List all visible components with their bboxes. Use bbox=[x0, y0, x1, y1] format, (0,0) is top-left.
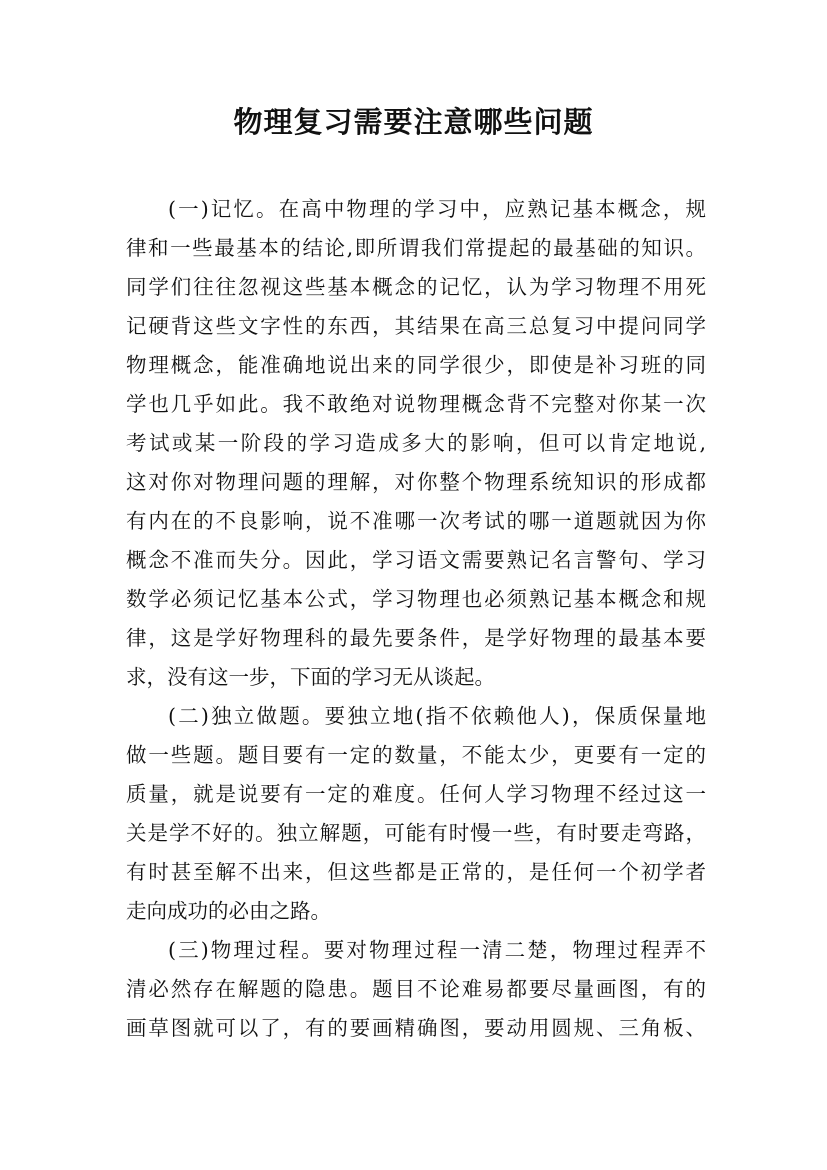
paragraph-line: 律，这是学好物理科的最先要条件，是学好物理的最基本要 bbox=[126, 626, 706, 650]
paragraph-independent-practice bbox=[126, 697, 706, 931]
paragraph-memory bbox=[126, 190, 706, 697]
paragraph-line: (二)独立做题。要独立地(指不依赖他人)，保质保量地 bbox=[168, 704, 706, 728]
paragraph-line: 做一些题。题目要有一定的数量，不能太少，更要有一定的 bbox=[126, 743, 706, 767]
paragraph-line: 走向成功的必由之路。 bbox=[126, 899, 331, 923]
paragraph-line: 同学们往往忽视这些基本概念的记忆，认为学习物理不用死 bbox=[126, 275, 706, 299]
paragraph-line: 律和一些最基本的结论,即所谓我们常提起的最基础的知识。 bbox=[126, 236, 706, 260]
paragraph-physical-process bbox=[126, 931, 706, 1048]
paragraph-line: 数学必须记忆基本公式，学习物理也必须熟记基本概念和规 bbox=[126, 587, 706, 611]
paragraph-line: 学也几乎如此。我不敢绝对说物理概念背不完整对你某一次 bbox=[126, 392, 706, 416]
paragraph-line: 质量，就是说要有一定的难度。任何人学习物理不经过这一 bbox=[126, 782, 706, 806]
paragraph-line: 画草图就可以了，有的要画精确图，要动用圆规、三角板、 bbox=[126, 1016, 706, 1040]
paragraph-line: (三)物理过程。要对物理过程一清二楚，物理过程弄不 bbox=[168, 938, 706, 962]
paragraph-line: 有内在的不良影响，说不准哪一次考试的哪一道题就因为你 bbox=[126, 509, 706, 533]
document-title: 物理复习需要注意哪些问题 bbox=[233, 105, 594, 139]
paragraph-line: 清必然存在解题的隐患。题目不论难易都要尽量画图，有的 bbox=[126, 977, 706, 1001]
paragraph-line: 这对你对物理问题的理解，对你整个物理系统知识的形成都 bbox=[126, 470, 706, 494]
document-body bbox=[126, 190, 706, 1048]
paragraph-line: 物理概念，能准确地说出来的同学很少，即使是补习班的同 bbox=[126, 353, 706, 377]
paragraph-line: 求，没有这一步，下面的学习无从谈起。 bbox=[126, 665, 495, 689]
paragraph-line: 关是学不好的。独立解题，可能有时慢一些，有时要走弯路， bbox=[126, 821, 706, 845]
paragraph-line: (一)记忆。在高中物理的学习中，应熟记基本概念，规 bbox=[168, 197, 706, 221]
paragraph-line: 有时甚至解不出来，但这些都是正常的，是任何一个初学者 bbox=[126, 860, 706, 884]
paragraph-line: 概念不准而失分。因此，学习语文需要熟记名言警句、学习 bbox=[126, 548, 706, 572]
paragraph-line: 记硬背这些文字性的东西，其结果在高三总复习中提问同学 bbox=[126, 314, 706, 338]
paragraph-line: 考试或某一阶段的学习造成多大的影响，但可以肯定地说, bbox=[126, 431, 706, 455]
